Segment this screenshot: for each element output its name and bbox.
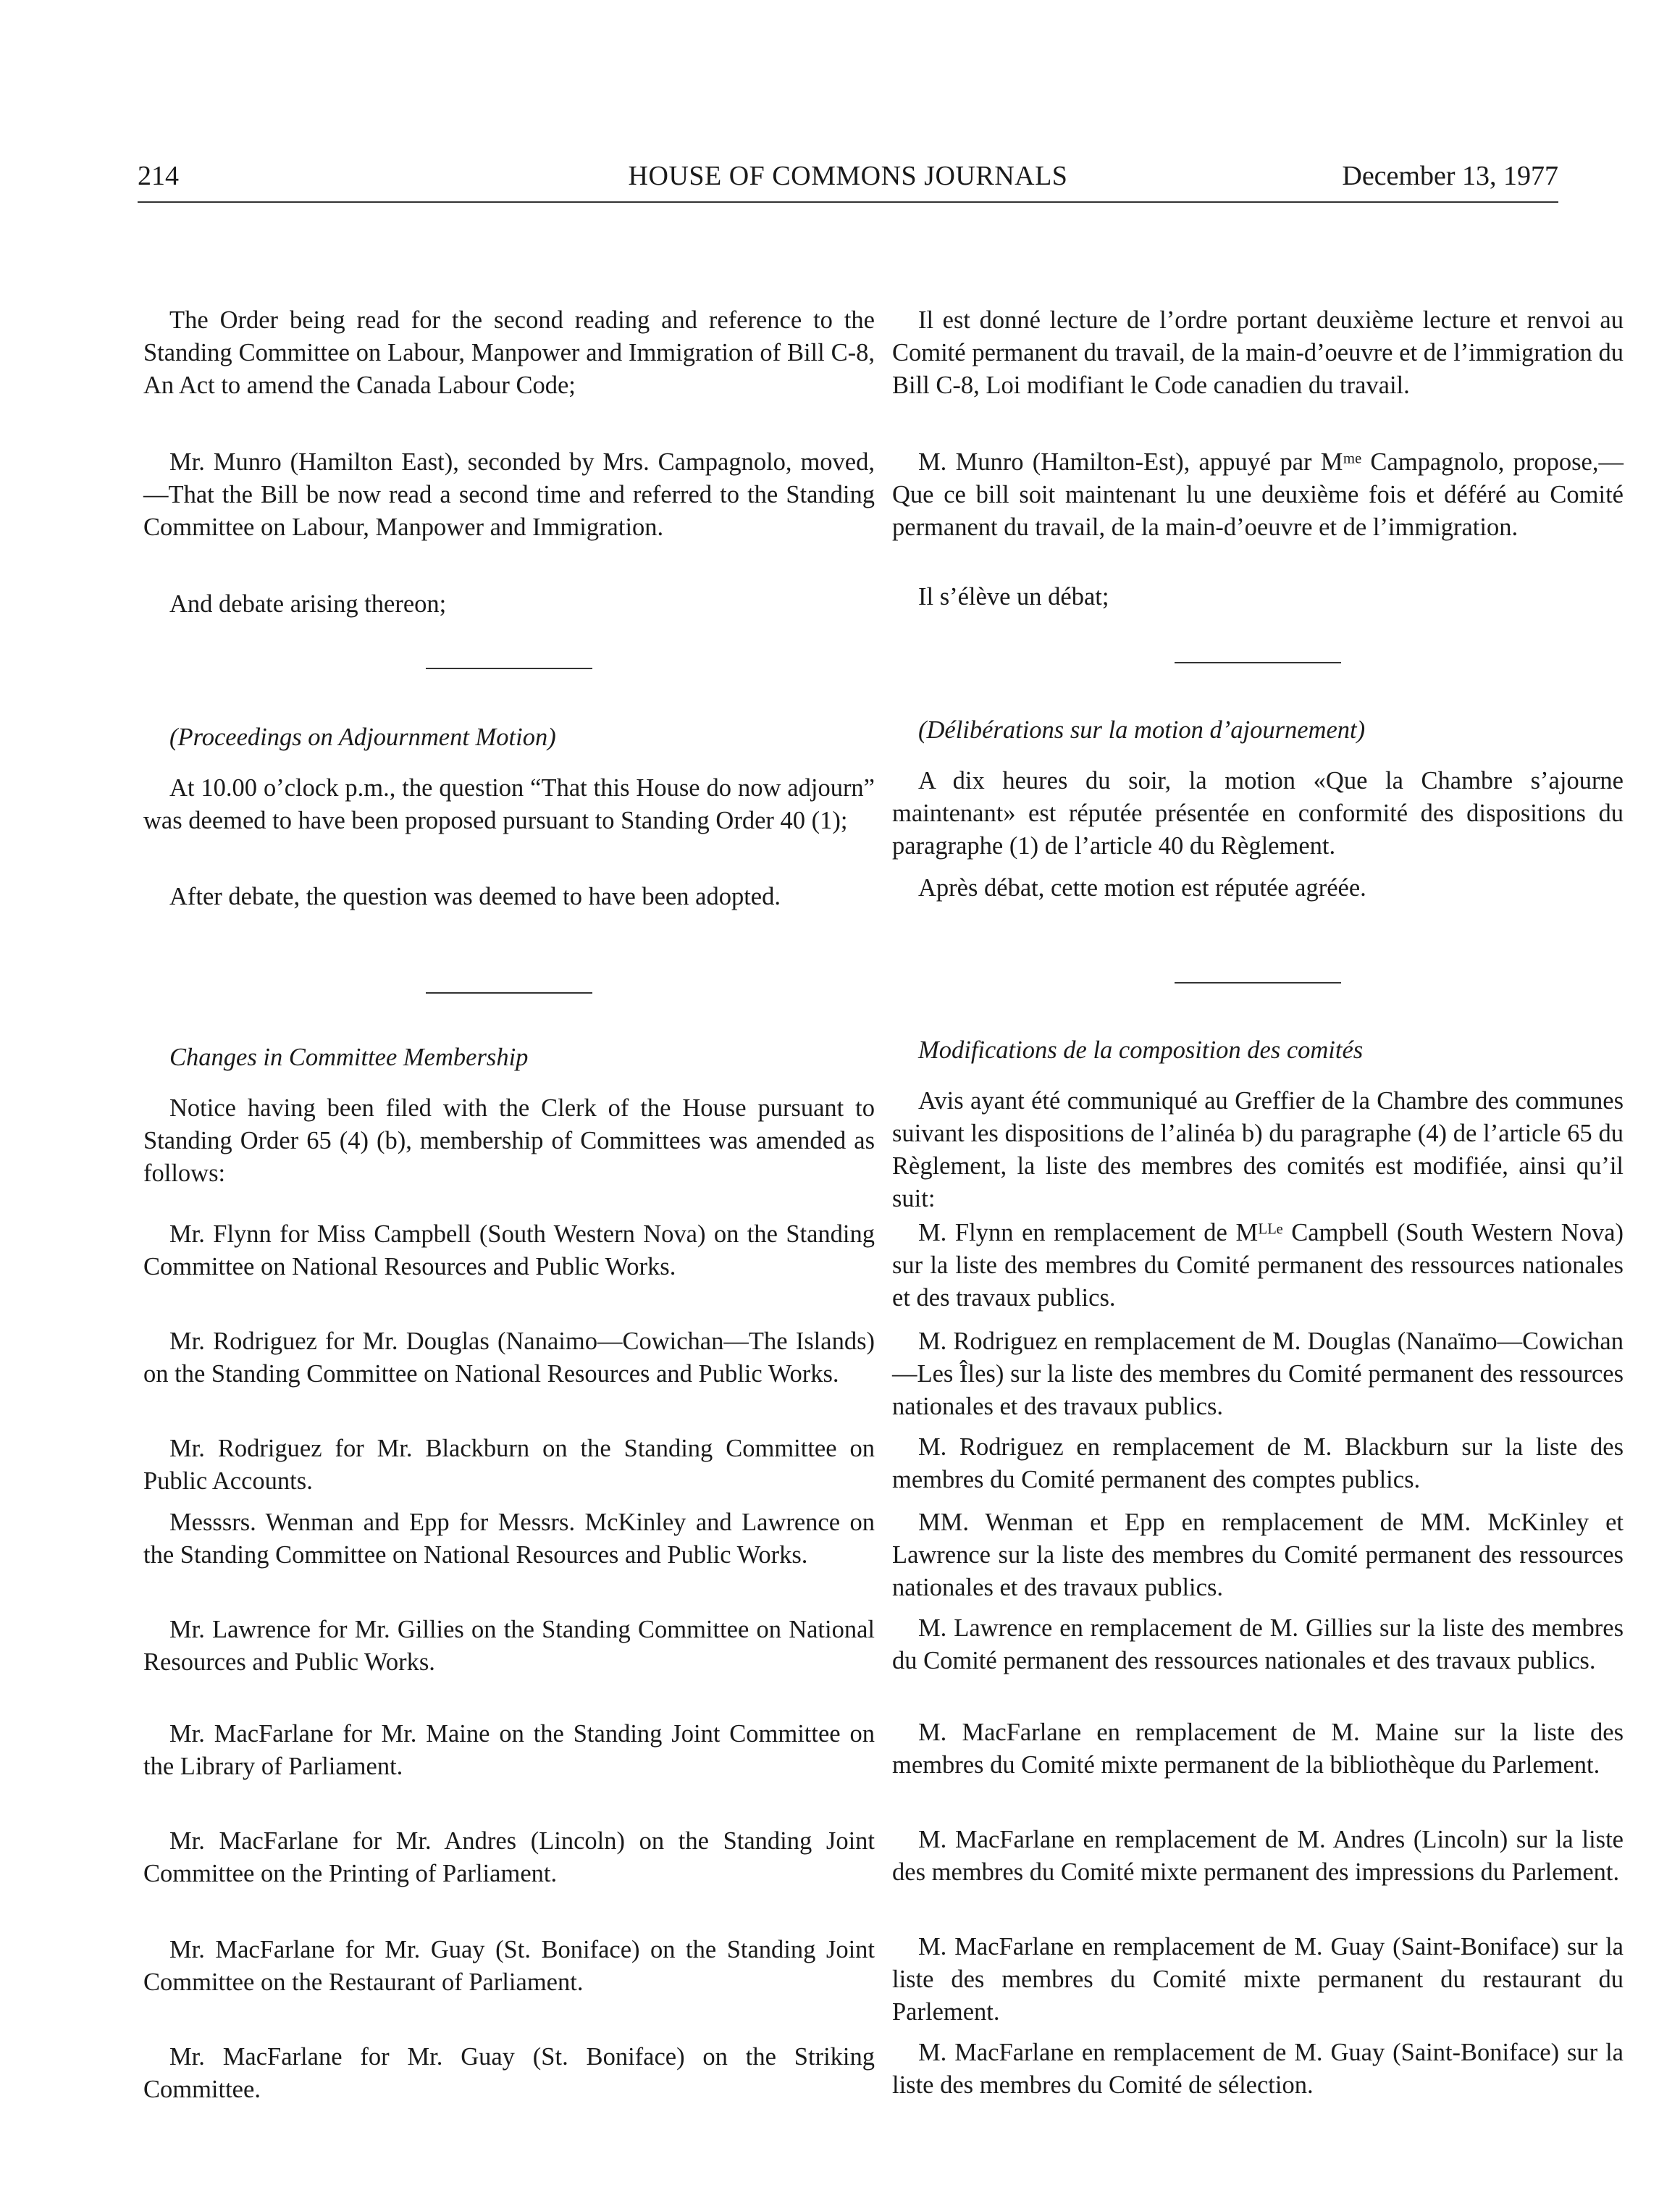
membership-change-9: Mr. MacFarlane for Mr. Guay (St. Boniface) on the Striking Committee. [143, 2043, 875, 2103]
journal-title: HOUSE OF COMMONS JOURNALS [628, 161, 1068, 191]
paragraph-debate: And debate arising thereon; [169, 590, 447, 618]
header-rule [138, 201, 1558, 203]
section-separator [1175, 982, 1341, 984]
heading-committee-changes: Changes in Committee Membership [169, 1044, 529, 1071]
membership-change-2: M. Rodriguez en remplacement de M. Douglas (Nanaïmo—Cowichan—Les Îles) sur la liste des membres du Comité permanent des ressources nationales et des travaux publics. [892, 1328, 1624, 1420]
membership-change-9: M. MacFarlane en remplacement de M. Guay (Saint-Boniface) sur la liste des membres du Comité de sélection. [892, 2039, 1624, 2099]
paragraph-motion: M. Munro (Hamilton-Est), appuyé par Mᵐᵉ Campagnolo, propose,—Que ce bill soit maintenant lu une deuxième fois et déféré au Comité permanent du travail, de la main-d’oeuvre et de l’immigration. [892, 448, 1624, 541]
paragraph-adjournment-result: After debate, the question was deemed to have been adopted. [169, 883, 781, 910]
heading-committee-changes: Modifications de la composition des comités [918, 1036, 1364, 1064]
membership-change-6: M. MacFarlane en remplacement de M. Maine sur la liste des membres du Comité mixte permanent de la bibliothèque du Parlement. [892, 1719, 1624, 1779]
membership-change-4: MM. Wenman et Epp en remplacement de MM. McKinley et Lawrence sur la liste des membres du Comité permanent des ressources nationales et des travaux publics. [892, 1509, 1624, 1601]
membership-change-5: Mr. Lawrence for Mr. Gillies on the Standing Committee on National Resources and Public Works. [143, 1616, 875, 1676]
paragraph-adjournment-result: Après débat, cette motion est réputée agréée. [918, 874, 1366, 902]
section-separator [426, 992, 592, 994]
journal-date: December 13, 1977 [1342, 161, 1558, 191]
membership-change-8: M. MacFarlane en remplacement de M. Guay (Saint-Boniface) sur la liste des membres du Comité mixte permanent du restaurant du Parlement. [892, 1933, 1624, 2026]
membership-change-2: Mr. Rodriguez for Mr. Douglas (Nanaimo—Cowichan—The Islands) on the Standing Committee on National Resources and Public Works. [143, 1328, 875, 1388]
paragraph-adjournment-question: A dix heures du soir, la motion «Que la Chambre s’ajourne maintenant» est réputée présentée en conformité des dispositions du paragraphe (1) de l’article 40 du Règlement. [892, 767, 1624, 860]
membership-change-7: M. MacFarlane en remplacement de M. Andres (Lincoln) sur la liste des membres du Comité mixte permanent des impressions du Parlement. [892, 1826, 1624, 1886]
membership-change-5: M. Lawrence en remplacement de M. Gillies sur la liste des membres du Comité permanent des ressources nationales et des travaux publics. [892, 1614, 1624, 1674]
section-separator [426, 668, 592, 669]
membership-change-3: M. Rodriguez en remplacement de M. Blackburn sur la liste des membres du Comité permanent des comptes publics. [892, 1433, 1624, 1493]
heading-adjournment: (Proceedings on Adjournment Motion) [169, 724, 556, 751]
paragraph-order-read: Il est donné lecture de l’ordre portant deuxième lecture et renvoi au Comité permanent du travail, de la main-d’oeuvre et de l’immigration du Bill C-8, Loi modifiant le Code canadien du travail. [892, 306, 1624, 399]
paragraph-debate: Il s’élève un débat; [918, 583, 1109, 611]
membership-change-7: Mr. MacFarlane for Mr. Andres (Lincoln) on the Standing Joint Committee on the Printing of Parliament. [143, 1827, 875, 1887]
heading-adjournment: (Délibérations sur la motion d’ajournement) [918, 716, 1366, 744]
section-separator [1175, 662, 1341, 663]
paragraph-notice: Notice having been filed with the Clerk of the House pursuant to Standing Order 65 (4) (b), membership of Committees was amended as follows: [143, 1094, 875, 1187]
membership-change-1: Mr. Flynn for Miss Campbell (South Western Nova) on the Standing Committee on National Resources and Public Works. [143, 1220, 875, 1280]
membership-change-8: Mr. MacFarlane for Mr. Guay (St. Boniface) on the Standing Joint Committee on the Restaurant of Parliament. [143, 1936, 875, 1996]
membership-change-3: Mr. Rodriguez for Mr. Blackburn on the Standing Committee on Public Accounts. [143, 1435, 875, 1495]
page-header [138, 145, 1558, 203]
paragraph-adjournment-question: At 10.00 o’clock p.m., the question “That this House do now adjourn” was deemed to have been proposed pursuant to Standing Order 40 (1); [143, 774, 875, 834]
membership-change-6: Mr. MacFarlane for Mr. Maine on the Standing Joint Committee on the Library of Parliament. [143, 1720, 875, 1780]
page-number: 214 [138, 161, 179, 191]
paragraph-notice: Avis ayant été communiqué au Greffier de la Chambre des communes suivant les dispositions de l’alinéa b) du paragraphe (4) de l’article 65 du Règlement, la liste des membres des comités est modifiée, ainsi qu’il suit: [892, 1087, 1624, 1212]
paragraph-order-read: The Order being read for the second reading and reference to the Standing Committee on Labour, Manpower and Immigration of Bill C-8, An Act to amend the Canada Labour Code; [143, 306, 875, 399]
paragraph-motion: Mr. Munro (Hamilton East), seconded by Mrs. Campagnolo, moved,—That the Bill be now read a second time and referred to the Standing Committee on Labour, Manpower and Immigration. [143, 448, 875, 541]
membership-change-4: Messsrs. Wenman and Epp for Messrs. McKinley and Lawrence on the Standing Committee on National Resources and Public Works. [143, 1509, 875, 1569]
membership-change-1: M. Flynn en remplacement de Mᴸᴸᵉ Campbell (South Western Nova) sur la liste des membres du Comité permanent des ressources nationales et des travaux publics. [892, 1219, 1624, 1312]
